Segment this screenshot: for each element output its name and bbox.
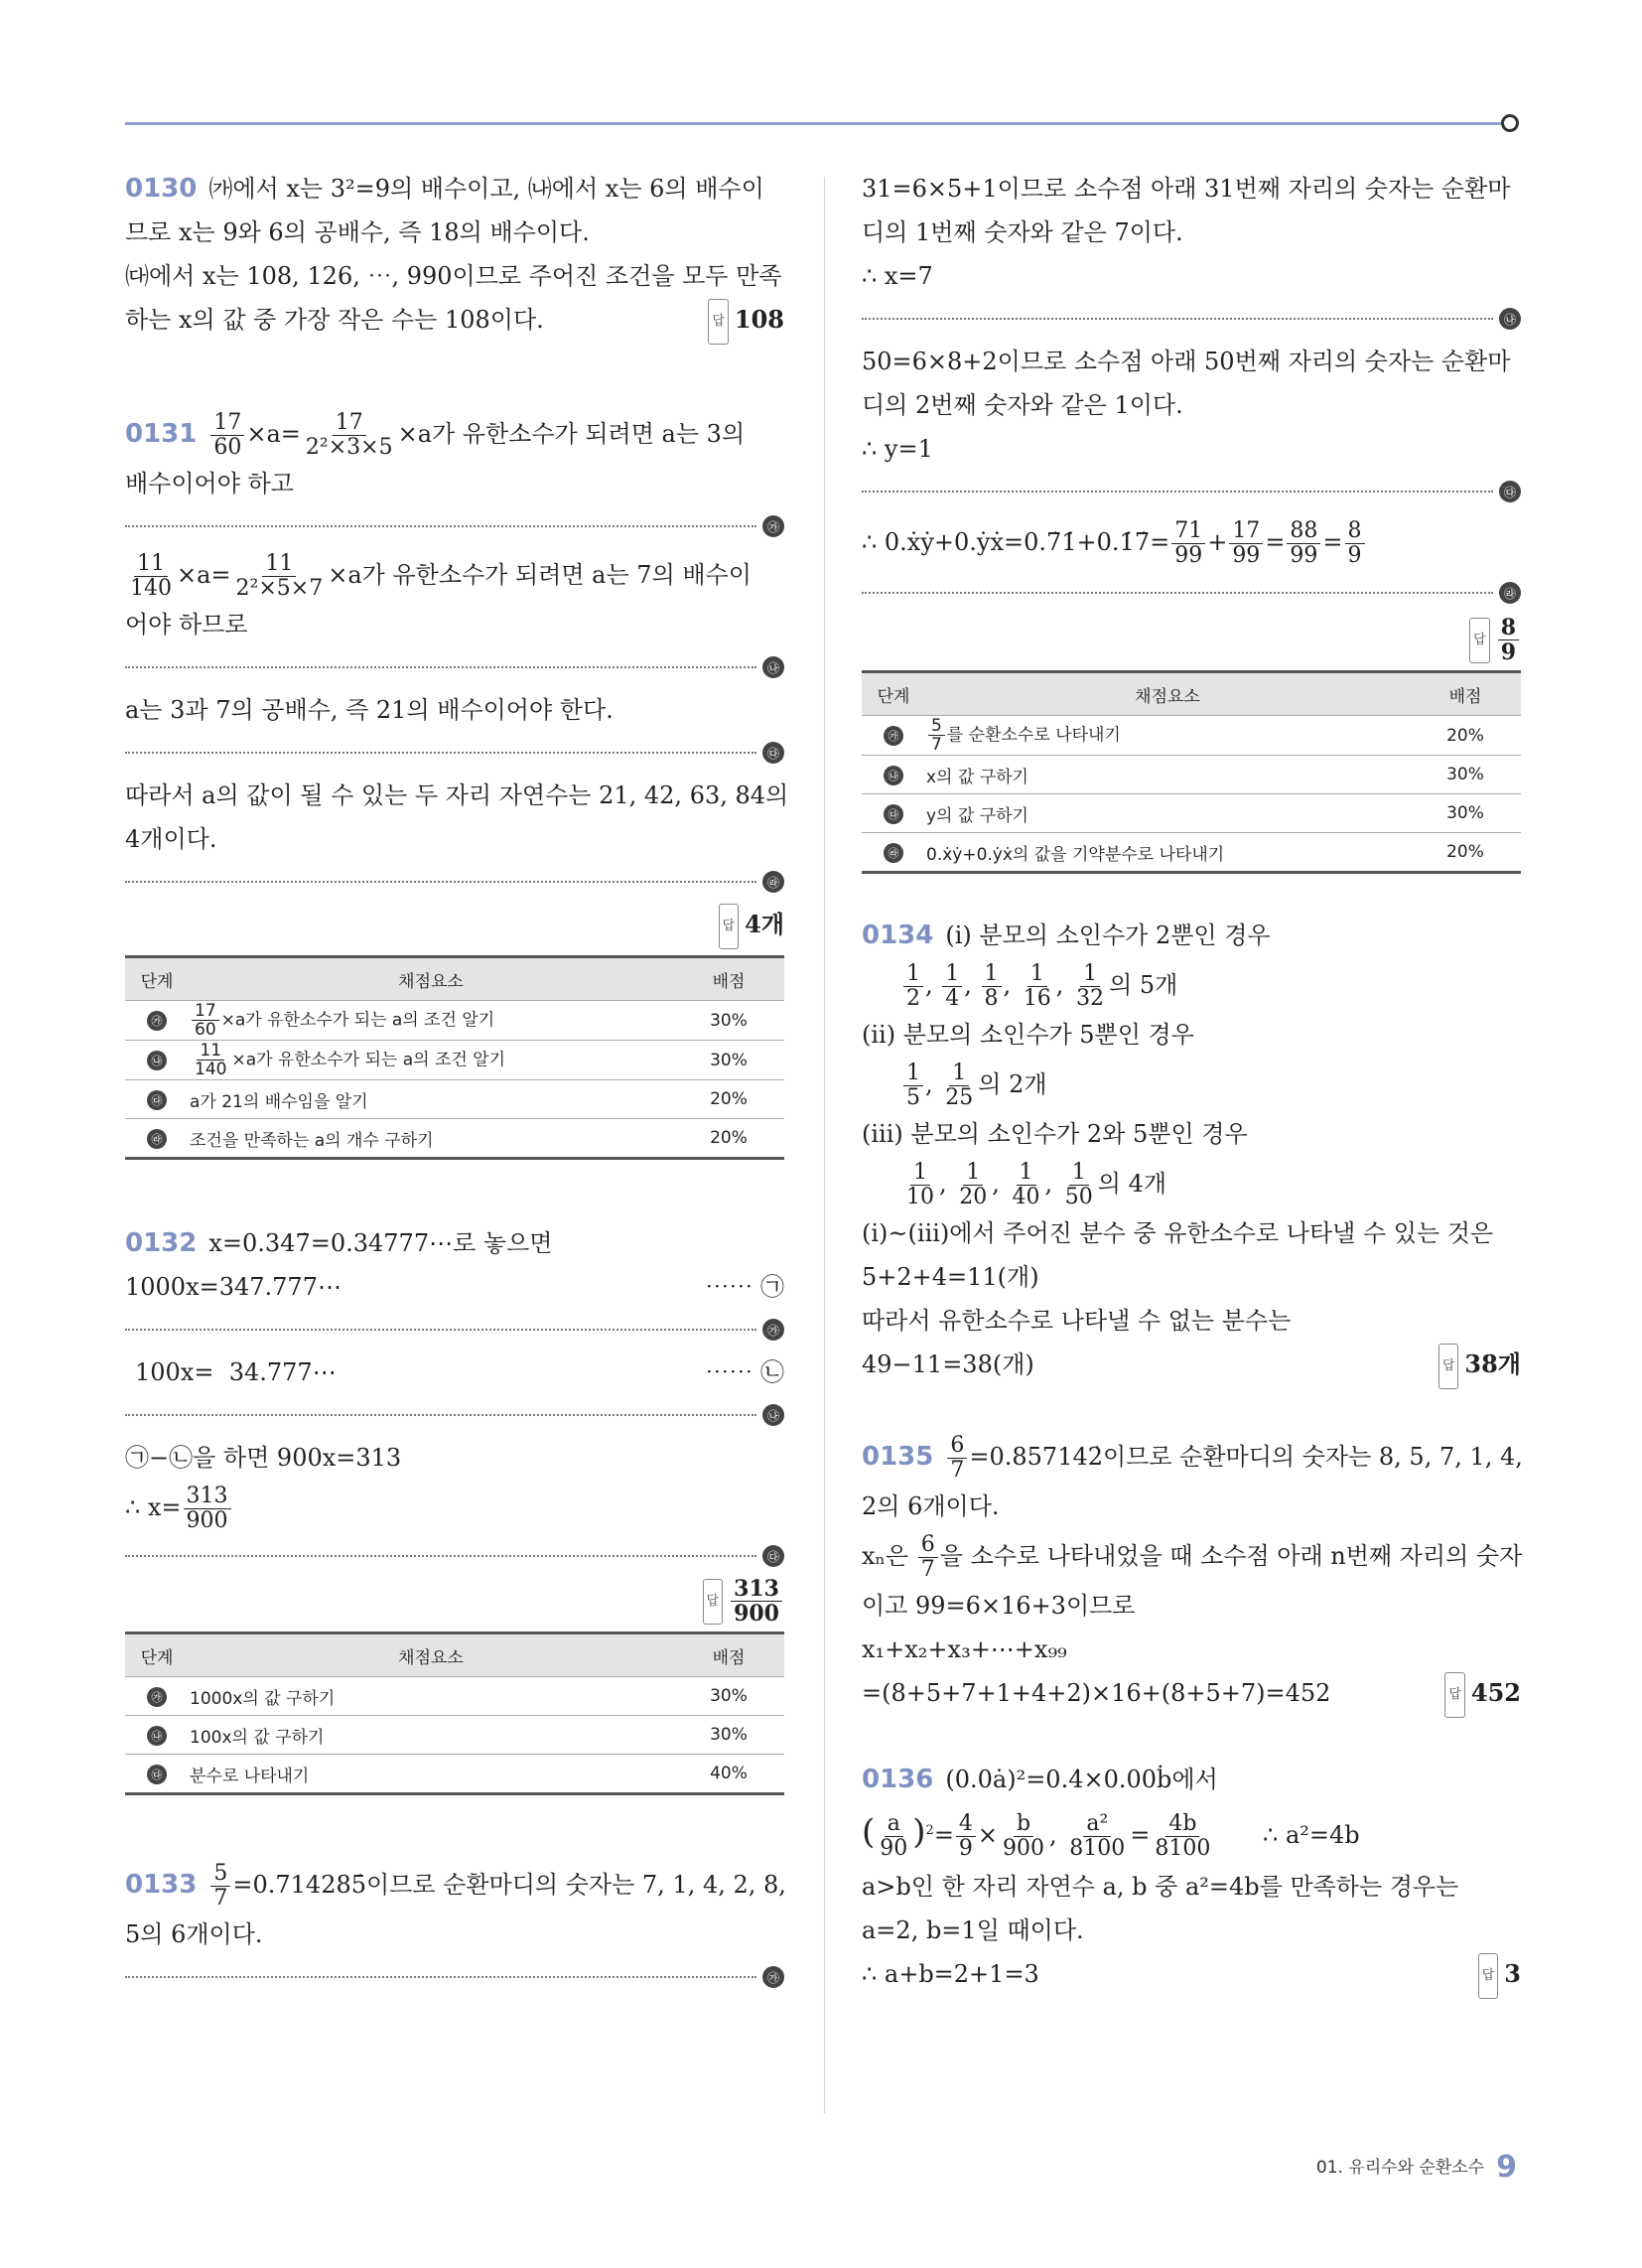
- chapter-title: 01. 유리수와 순환소수: [1315, 2158, 1485, 2178]
- step-badge: ㉯: [762, 1404, 784, 1426]
- fraction-list-c: $\frac{1}{10}$ , $\frac{1}{20}$ , $\frac{1}{40}$ , $\frac{1}{50}$ 의 4개: [906, 1160, 1167, 1209]
- column-divider: [824, 177, 825, 2113]
- text-line: ㈎에서 x는 3²=9의 배수이고, ㈏에서 x는 6의 배수이: [208, 175, 764, 203]
- table-row: ㉯ $\frac{11}{140}$ ×a가 유한소수가 되는 a의 조건 알기 30%: [125, 1041, 784, 1080]
- problem-number: 0135: [862, 1442, 934, 1472]
- step-marker: [125, 652, 784, 682]
- text-line: 하는 x의 값 중 가장 작은 수는 108이다.: [125, 306, 544, 334]
- step-marker: [125, 1962, 784, 1992]
- problem-0136: 0136 (0.0ȧ)²=0.4̇×0.00ḃ에서 ( $\frac{a}{90}$ )$^2$= $\frac{4}{9}$ × $\frac{b}{900}$ , $\frac{\text{a²}}{8100}$ = $\frac{4b}{8100}$ ∴ a²=4b a>b인 한 자리 자연수 a, b 중 a²=4b를 만족하는 경우는 a=2, b=1일 때이다. ∴ a+b=2+1=3 답 3: [862, 1758, 1521, 1999]
- answer-icon: 답: [703, 1579, 724, 1625]
- table-row: ㉮ $\frac{5}{7}$ 를 순환소수로 나타내기 20%: [862, 716, 1521, 756]
- problem-0133-continued: 31=6×5+1이므로 소수점 아래 31번째 자리의 숫자는 순환마 디의 1번째 숫자와 같은 7이다. ∴ x=7 ㉯ 50=6×8+2이므로 소수점 아래 50번째 자리의 숫자는 순환마 디의 2번째 숫자와 같은 1이다. ∴ y=1 ㉰ ∴ 0.ẋẏ+0.ẏẋ=0.7̇1̇+0.1̇7̇= $\frac{71}{99}$ + $\frac{17}{99}$ = $\frac{88}{99}$ = $\frac{8}{9}$ ㉱ 답 $\frac{8}{9}$ 단계 채점요소 배점 ㉮ $\frac{5}{7}$ 를 순환소수로 나타내기 20% ㉯ x의 값 구하기 30% ㉰ y의 값 구하기 30% ㉱ 0.ẋẏ+0.ẏẋ의 값을 기약분수로 나타내기 20%: [862, 167, 1521, 874]
- table-row: ㉮ 1000x의 값 구하기 30%: [125, 1677, 784, 1716]
- problem-0134: 0134 (ⅰ) 분모의 소인수가 2뿐인 경우 $\frac{1}{2}$ , $\frac{1}{4}$ , $\frac{1}{8}$ , $\frac{1}{16}$ , $\frac{1}{32}$ 의 5개 (ⅱ) 분모의 소인수가 5뿐인 경우 $\frac{1}{5}$ , $\frac{1}{25}$ 의 2개 (ⅲ) 분모의 소인수가 2와 5뿐인 경우 $\frac{1}{10}$ , $\frac{1}{20}$ , $\frac{1}{40}$ , $\frac{1}{50}$ 의 4개 (ⅰ)~(ⅲ)에서 주어진 분수 중 유한소수로 나타낼 수 있는 것은 5+2+4=11(개) 따라서 유한소수로 나타낼 수 없는 분수는 49−11=38(개) 답 38개: [862, 914, 1521, 1389]
- fraction: $\frac{8}{9}$: [1345, 519, 1365, 568]
- step-marker: [862, 578, 1521, 608]
- step-marker: [862, 304, 1521, 334]
- step-badge: ㉯: [1499, 308, 1521, 330]
- fraction: $\frac{88}{99}$: [1287, 519, 1320, 568]
- answer-icon: 답: [708, 299, 729, 345]
- answer: 답 108: [708, 298, 784, 345]
- step-badge: ㉰: [762, 742, 784, 764]
- problem-number: 0130: [125, 174, 198, 204]
- step-badge: ㉯: [762, 656, 784, 678]
- text-line: 31=6×5+1이므로 소수점 아래 31번째 자리의 숫자는 순환마: [862, 175, 1511, 203]
- table-row: ㉯ 100x의 값 구하기 30%: [125, 1716, 784, 1755]
- text-line: (ⅱ) 분모의 소인수가 5뿐인 경우: [862, 1021, 1194, 1049]
- problem-number: 0131: [125, 419, 198, 449]
- text-line: a는 3과 7의 공배수, 즉 21의 배수이어야 한다.: [125, 696, 614, 724]
- step-badge: ㉮: [762, 1966, 784, 1988]
- text-line: 50=6×8+2이므로 소수점 아래 50번째 자리의 숫자는 순환마: [862, 348, 1511, 375]
- text-line: (ⅲ) 분모의 소인수가 2와 5뿐인 경우: [862, 1120, 1248, 1148]
- step-badge: ㉱: [1499, 582, 1521, 604]
- step-badge: ㉮: [762, 515, 784, 537]
- answer-icon: 답: [1444, 1672, 1465, 1718]
- text-line: 따라서 a의 값이 될 수 있는 두 자리 자연수는 21, 42, 63, 84의: [125, 781, 789, 809]
- step-marker: [125, 1315, 784, 1345]
- problem-0130: [125, 167, 784, 345]
- text-line: ∴ y=1: [862, 435, 933, 463]
- problem-number: 0134: [862, 921, 934, 950]
- fraction: $\frac{17}{60}$: [210, 411, 244, 460]
- fraction: $\frac{71}{99}$: [1171, 519, 1205, 568]
- equation-line: ( $\frac{a}{90}$ )$^2$= $\frac{4}{9}$ × $\frac{b}{900}$ , $\frac{\text{a²}}{8100}$ = $\frac{4b}{8100}$ ∴ a²=4b: [862, 1811, 1360, 1861]
- text-line: ㈐에서 x는 108, 126, ⋯, 990이므로 주어진 조건을 모두 만족: [125, 262, 782, 290]
- table-row: ㉱ 0.ẋẏ+0.ẏẋ의 값을 기약분수로 나타내기 20%: [862, 833, 1521, 873]
- text-line: 2의 6개이다.: [862, 1492, 1000, 1520]
- step-badge: ㉮: [762, 1319, 784, 1341]
- step-badge: ㉰: [1499, 481, 1521, 502]
- fraction-list-a: $\frac{1}{2}$ , $\frac{1}{4}$ , $\frac{1}{8}$ , $\frac{1}{16}$ , $\frac{1}{32}$ 의 5개: [862, 957, 1521, 1013]
- text-line: a>b인 한 자리 자연수 a, b 중 a²=4b를 만족하는 경우는: [862, 1873, 1459, 1901]
- text-line: 이고 99=6×16+3이므로: [862, 1592, 1136, 1620]
- text-line: 4개이다.: [125, 825, 217, 853]
- text-line: 디의 2번째 숫자와 같은 1이다.: [862, 391, 1183, 419]
- table-row: ㉰ 분수로 나타내기 40%: [125, 1755, 784, 1794]
- table-row: ㉮ $\frac{17}{60}$ ×a가 유한소수가 되는 a의 조건 알기 30%: [125, 1001, 784, 1041]
- step-badge: ㉰: [762, 1545, 784, 1567]
- fraction: $\frac{17}{99}$: [1229, 519, 1263, 568]
- text-line: (ⅰ)~(ⅲ)에서 주어진 분수 중 유한소수로 나타낼 수 있는 것은: [862, 1219, 1494, 1247]
- fraction: $\frac{5}{7}$: [210, 1862, 230, 1911]
- problem-0135: 0135 $\frac{6}{7}$ =0.857142̇이므로 순환마디의 숫자는 8, 5, 7, 1, 4, 2의 6개이다. xₙ은 $\frac{6}{7}$ 을 소수로 나타내었을 때 소수점 아래 n번째 자리의 숫자 이고 99=6×16+3이므로 x₁+x₂+x₃+⋯+x₉₉ =(8+5+7+1+4+2)×16+(8+5+7)=452 답 452: [862, 1429, 1521, 1718]
- table-row: ㉰ a가 21의 배수임을 알기 20%: [125, 1080, 784, 1119]
- fraction: $\frac{11}{\text{2²×5×7}}$: [235, 551, 324, 601]
- problem-0131: 0131 $\frac{17}{60}$ ×a= $\frac{17}{\text{2²×3×5}}$ ×a가 유한소수가 되려면 a는 3의 배수이어야 하고 ㉮ $\frac{11}{140}$ ×a= $\frac{11}{\text{2²×5×7}}$ ×a가 유한소수가 되려면 a는 7의 배수이 어야 하므로 ㉯ a는 3과 7의 공배수, 즉 21의 배수이어야 한다. ㉰ 따라서 a의 값이 될 수 있는 두 자리 자연수는 21, 42, 63, 84의 4개이다. ㉱ 답 4개 단계 채점요소 배점 ㉮ $\frac{17}{60}$ ×a가 유한소수가 되는 a의 조건 알기 30% ㉯ $\frac{11}{140}$ ×a가 유한소수가 되는 a의 조건 알기 30% ㉰ a가 21의 배수임을 알기 20% ㉱ 조건을 만족하는 a의 개수 구하기 20%: [125, 406, 784, 1160]
- text-line: ㉠−㉡을 하면 900x=313: [125, 1444, 402, 1472]
- fraction: $\frac{6}{7}$: [947, 1434, 967, 1483]
- step-marker: [862, 477, 1521, 506]
- text-line: 5+2+4=11(개): [862, 1263, 1039, 1291]
- answer: 답 $\frac{313}{900}$: [125, 1577, 784, 1626]
- step-marker: [125, 867, 784, 897]
- fraction-list-b: $\frac{1}{5}$ , $\frac{1}{25}$ 의 2개: [862, 1057, 1521, 1112]
- text-line: 따라서 유한소수로 나타낼 수 없는 분수는: [862, 1307, 1292, 1335]
- fraction-denominator: 2: [906, 986, 920, 1011]
- text-line: ∴ x=7: [862, 262, 933, 290]
- fraction: $\frac{6}{7}$: [918, 1533, 938, 1582]
- top-rule-end-dot: [1501, 114, 1519, 132]
- answer: 답 452: [1444, 1671, 1521, 1718]
- text-line: x₁+x₂+x₃+⋯+x₉₉: [862, 1635, 1067, 1663]
- answer-icon: 답: [719, 904, 740, 949]
- answer: 답 4개: [125, 903, 784, 949]
- answer: 답 3: [1478, 1952, 1521, 1999]
- step-marker: [125, 1541, 784, 1571]
- fraction: $\frac{313}{900}$: [184, 1485, 231, 1533]
- left-column: [125, 167, 789, 2008]
- answer-icon: 답: [1478, 1953, 1499, 1999]
- problem-number: 0133: [125, 1870, 198, 1900]
- problem-0133: 0133 $\frac{5}{7}$ =0.714285̇이므로 순환마디의 숫자는 7, 1, 4, 2, 8, 5의 6개이다. ㉮: [125, 1857, 784, 1992]
- problem-number: 0136: [862, 1765, 934, 1794]
- table-row: ㉰ y의 값 구하기 30%: [862, 794, 1521, 833]
- step-badge: ㉱: [762, 871, 784, 893]
- text-line: 5의 6개이다.: [125, 1920, 263, 1948]
- answer: 답 $\frac{8}{9}$: [862, 616, 1521, 664]
- page-number: 9: [1496, 2150, 1517, 2185]
- answer: 답 38개: [1438, 1343, 1521, 1389]
- top-rule: [125, 122, 1507, 125]
- right-column: [862, 167, 1521, 2015]
- fraction: $\frac{11}{140}$: [130, 551, 172, 601]
- step-marker: [125, 1400, 784, 1430]
- grading-table: 단계 채점요소 배점 ㉮ $\frac{17}{60}$ ×a가 유한소수가 되는 a의 조건 알기 30% ㉯ $\frac{11}{140}$ ×a가 유한소수가 되는 a의 조건 알기 30% ㉰ a가 21의 배수임을 알기 20% ㉱ 조건을 만족하는 a의 개수 구하기 20%: [125, 955, 784, 1160]
- grading-table: 단계 채점요소 배점 ㉮ 1000x의 값 구하기 30% ㉯ 100x의 값 구하기 30% ㉰ 분수로 나타내기 40%: [125, 1631, 784, 1795]
- answer-icon: 답: [1469, 618, 1490, 663]
- fraction: $\frac{17}{\text{2²×3×5}}$: [305, 410, 393, 460]
- answer-icon: 답: [1438, 1344, 1459, 1389]
- step-marker: [125, 738, 784, 768]
- problem-0132: 0132 x=0.347̇=0.34777⋯로 놓으면 1000x=347.777⋯ ⋯⋯ ㉠ ㉮ 100x= 34.777⋯ ⋯⋯ ㉡ ㉯ ㉠−㉡을 하면 900x=313 ∴ x= $\frac{313}{900}$ ㉰ 답 $\frac{313}{900}$ 단계 채점요소 배점 ㉮ 1000x의 값 구하기 30% ㉯ 100x의 값 구하기 30% ㉰ 분수로 나타내기 40%: [125, 1221, 784, 1795]
- text-line: 어야 하므로: [125, 611, 248, 638]
- table-row: ㉱ 조건을 만족하는 a의 개수 구하기 20%: [125, 1119, 784, 1159]
- text-line: 디의 1번째 숫자와 같은 7이다.: [862, 218, 1183, 246]
- text-line: a=2, b=1일 때이다.: [862, 1916, 1084, 1944]
- text-line: 배수이어야 하고: [125, 470, 294, 497]
- page-footer: [1316, 2150, 1517, 2185]
- step-marker: [125, 511, 784, 541]
- problem-number: 0132: [125, 1228, 198, 1258]
- text-line: 므로 x는 9와 6의 공배수, 즉 18의 배수이다.: [125, 218, 590, 246]
- table-row: ㉯ x의 값 구하기 30%: [862, 756, 1521, 794]
- grading-table: 단계 채점요소 배점 ㉮ $\frac{5}{7}$ 를 순환소수로 나타내기 20% ㉯ x의 값 구하기 30% ㉰ y의 값 구하기 30% ㉱ 0.ẋẏ+0.ẏẋ의 값을 기약분수로 나타내기 20%: [862, 670, 1521, 874]
